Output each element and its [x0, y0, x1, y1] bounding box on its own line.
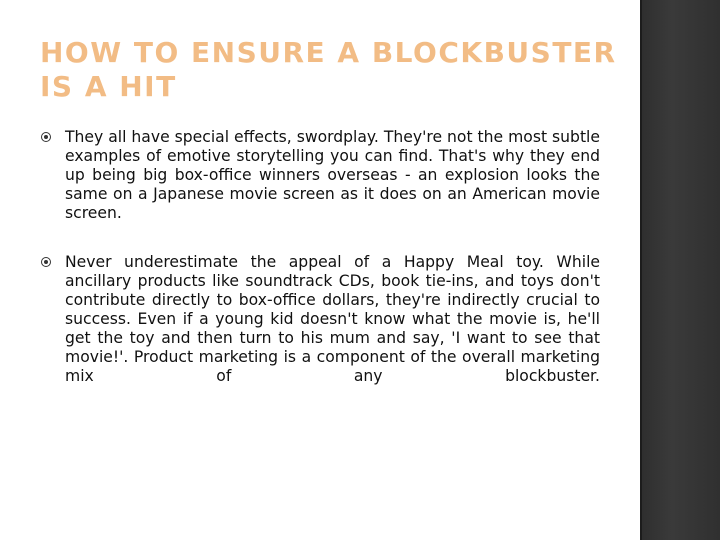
- bullet-text: They all have special effects, swordplay. They're not the most subtle examples of emotive storytelling you can find. That's why they end up being big box-office winners overseas - an explosion looks the same on a Japanese movie screen as it does on an American movie screen.: [65, 128, 600, 222]
- bullet-item: [40, 253, 600, 386]
- slide-title: HOW TO ENSURE A BLOCKBUSTER IS A HIT: [40, 36, 617, 103]
- decorative-side-band: [640, 0, 720, 540]
- bullet-list: [40, 128, 600, 416]
- circle-dot-bullet-icon: [41, 132, 51, 142]
- circle-dot-bullet-icon: [41, 257, 51, 267]
- bullet-item: [40, 128, 600, 223]
- bullet-text: Never underestimate the appeal of a Happy Meal toy. While ancillary products like soundtrack CDs, book tie-ins, and toys don't contribute directly to box-office dollars, they're indirectly crucial to success. Even if a young kid doesn't know what the movie is, he'll get the toy and then turn to his mum and say, 'I want to see that movie!'. Product marketing is a component of the overall marketing mix of any blockbuster.: [65, 253, 600, 385]
